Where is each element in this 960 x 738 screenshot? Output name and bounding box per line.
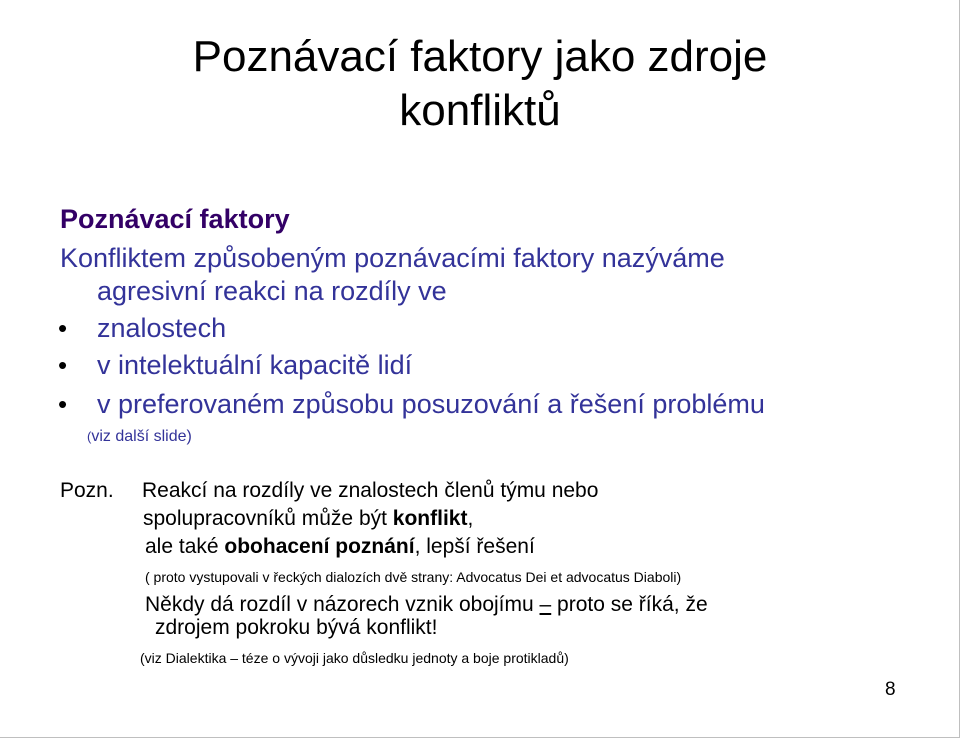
pozn-line-1: Reakcí na rozdíly ve znalostech členů týmu nebo <box>142 479 599 502</box>
pozn-line-5 <box>145 593 708 617</box>
pozn-line-7: (viz Dialektika – téze o vývoji jako důsledku jednoty a boje protikladů) <box>140 650 569 666</box>
pozn-line-2-bold: konflikt <box>392 507 468 530</box>
pozn-line-2 <box>143 507 473 531</box>
note-text: viz další slide) <box>91 428 192 445</box>
intro-line-2: agresivní reakci na rozdíly ve <box>97 276 447 306</box>
see-next-slide-note <box>87 428 192 446</box>
bullet-text: v intelektuální kapacitě lidí <box>97 350 413 380</box>
pozn-line-5-post: proto se říká, že <box>551 593 708 616</box>
pozn-label: Pozn. <box>60 479 114 502</box>
pozn-line-2-pre: spolupracovníků může být <box>143 507 393 530</box>
slide-title <box>80 30 880 138</box>
pozn-line-6: zdrojem pokroku bývá konflikt! <box>155 616 438 639</box>
section-heading: Poznávací faktory <box>60 204 290 234</box>
slide-title-line2: konfliktů <box>399 86 561 135</box>
pozn-line-2-post: , <box>467 507 474 530</box>
pozn-line-4: ( proto vystupovali v řeckých dialozích dvě strany: Advocatus Dei et advocatus Diaboli) <box>145 569 682 585</box>
bullet-text: znalostech <box>97 313 227 343</box>
pozn-line-3-bold: obohacení poznání <box>224 535 415 558</box>
intro-line-1: Konfliktem způsobeným poznávacími faktory nazýváme <box>60 243 725 273</box>
pozn-line-3 <box>145 535 535 559</box>
bullet-dot-icon: • <box>58 389 68 419</box>
slide-title-line1: Poznávací faktory jako zdroje <box>192 32 768 81</box>
note-paren: ( <box>87 429 92 444</box>
page-number: 8 <box>885 679 896 700</box>
pozn-line-3-post: , lepší řešení <box>414 535 535 558</box>
bullet-dot-icon: • <box>58 313 68 343</box>
pozn-line-5-dash: – <box>539 593 552 616</box>
bullet-dot-icon: • <box>58 350 68 380</box>
pozn-line-3-pre: ale také <box>145 535 225 558</box>
bullet-text: v preferovaném způsobu posuzování a řešení problému <box>97 389 765 419</box>
pozn-line-5-pre: Někdy dá rozdíl v názorech vznik obojímu <box>145 593 540 616</box>
